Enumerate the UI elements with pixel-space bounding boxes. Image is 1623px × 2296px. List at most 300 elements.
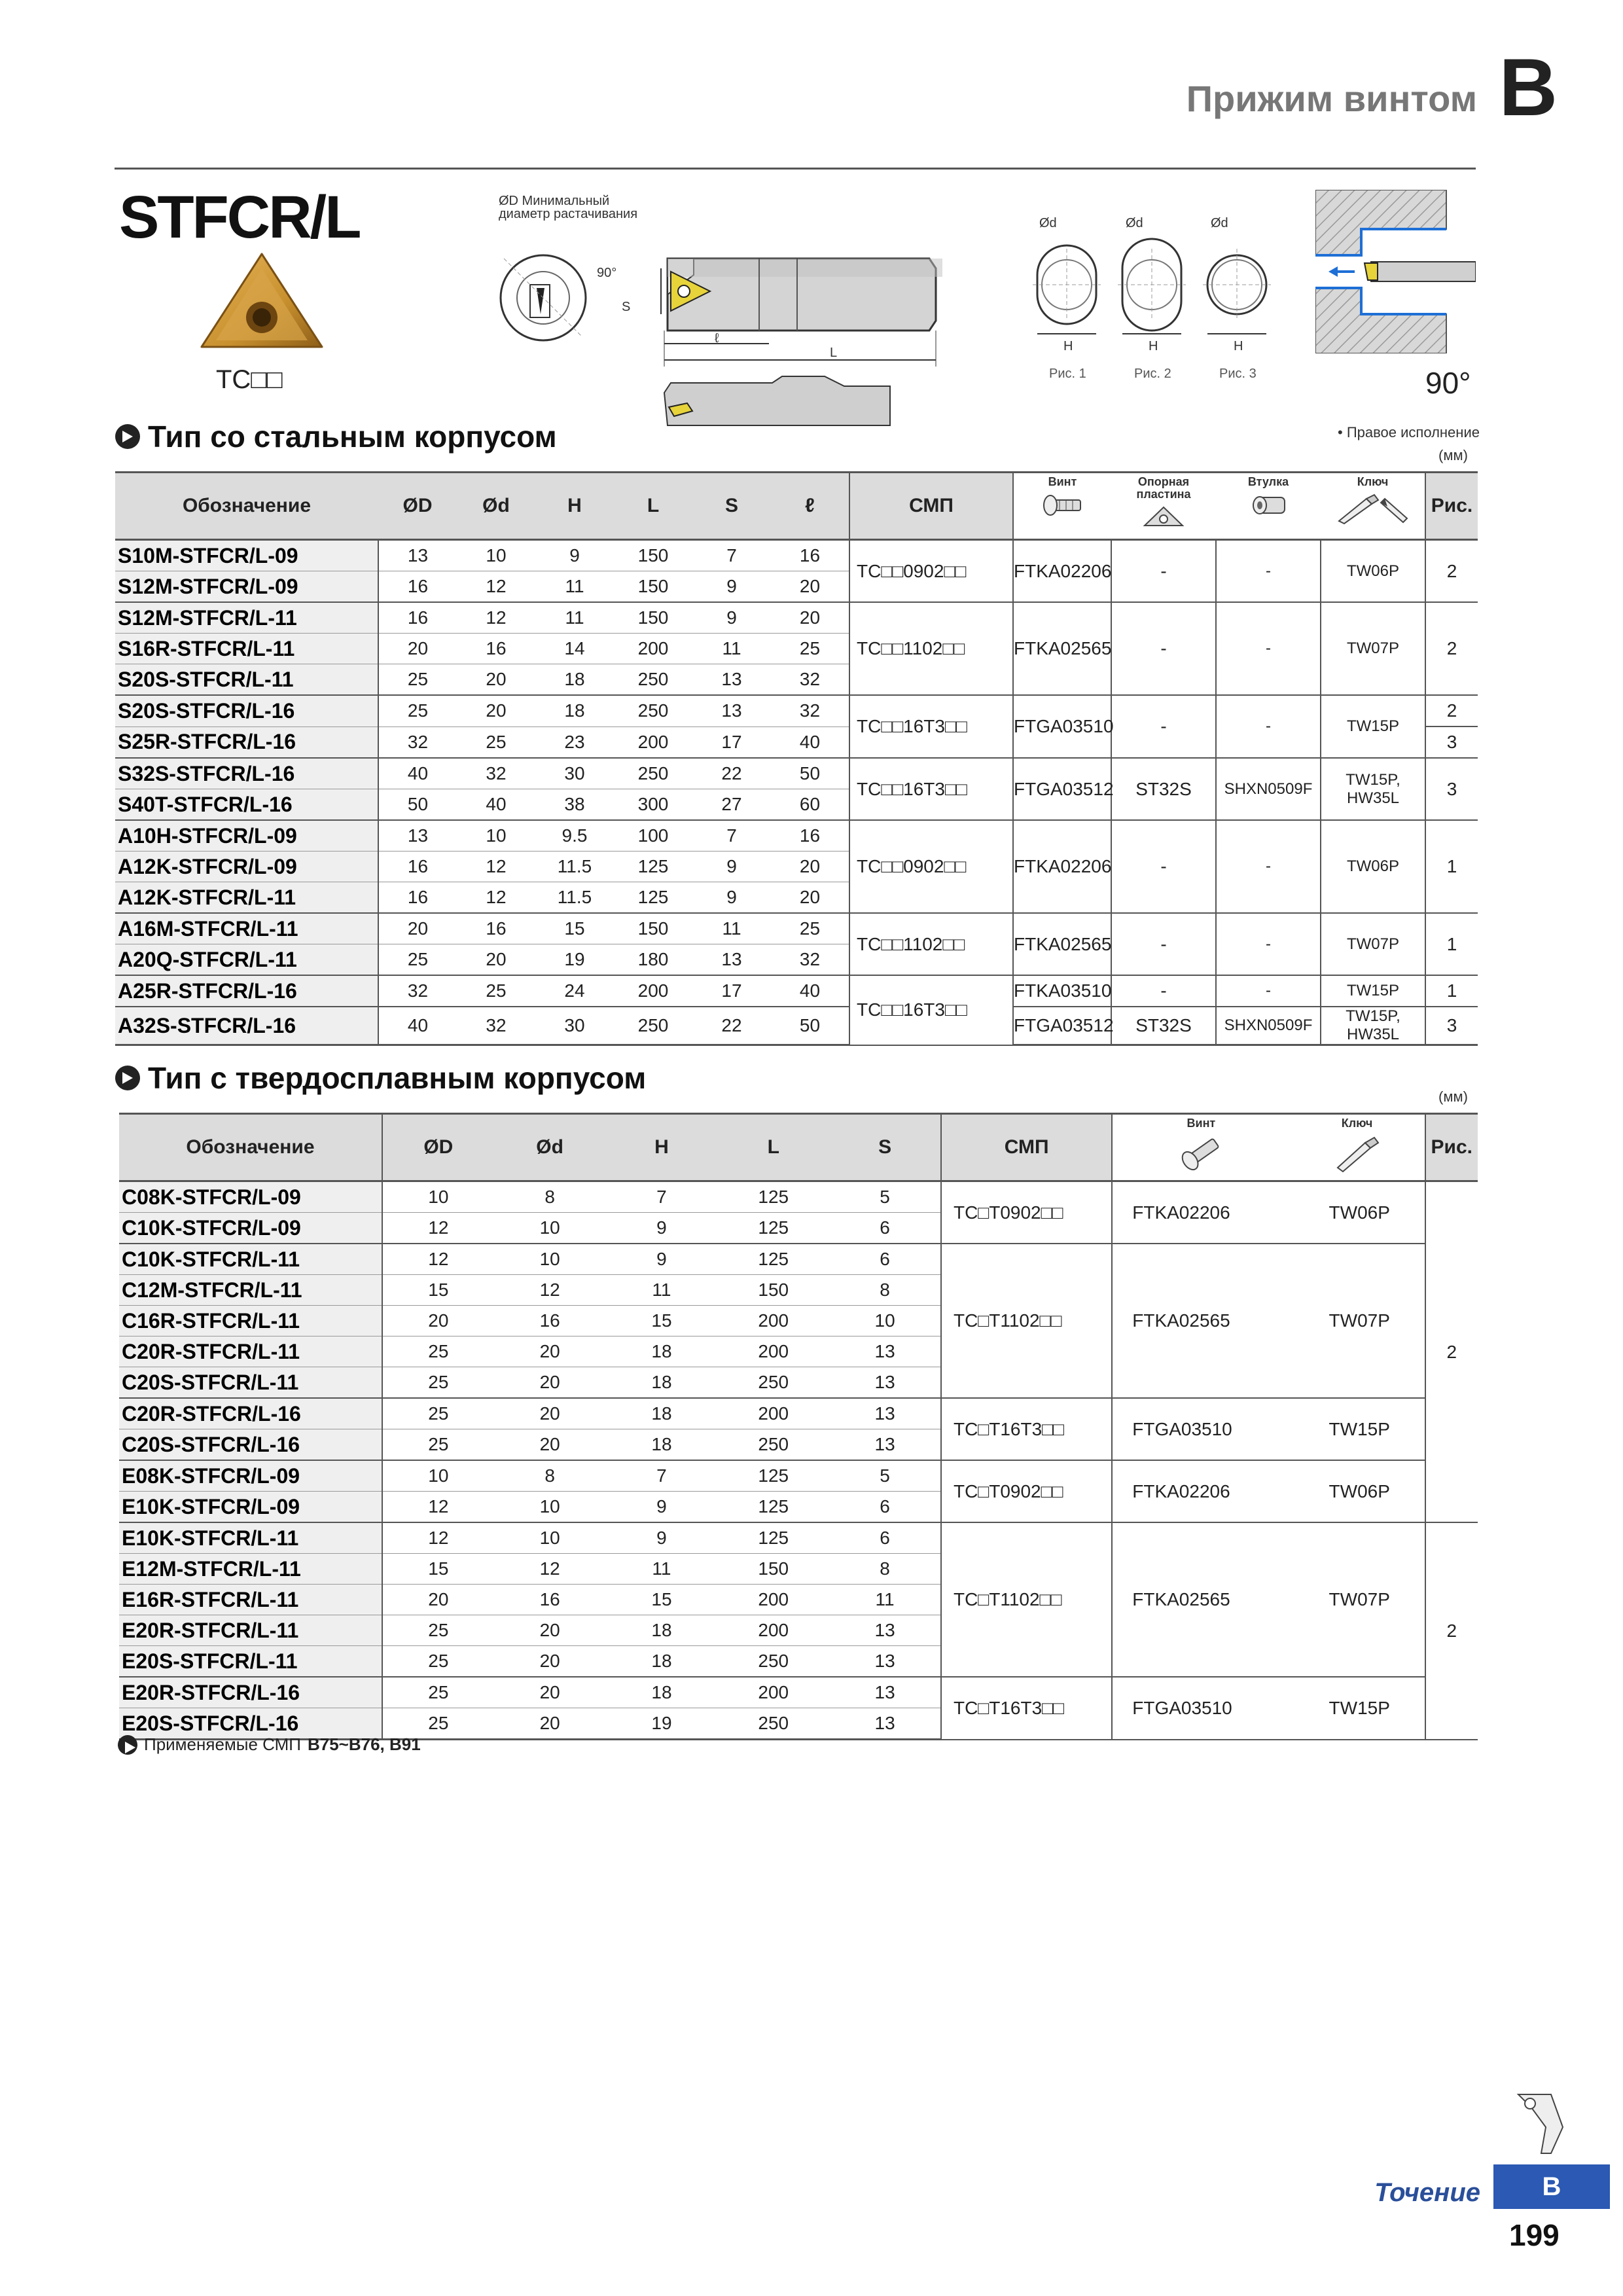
insert-code: TC□□16T3□□ — [849, 975, 1013, 1045]
dim-value: 20 — [494, 1398, 606, 1429]
col-sleeve: Втулка — [1216, 473, 1321, 540]
dim-value: 40 — [771, 726, 849, 758]
dim-value: 150 — [614, 602, 692, 634]
od-label-1: Ød — [1039, 216, 1057, 230]
dim-value: 13 — [829, 1646, 941, 1677]
dim-value: 12 — [457, 852, 535, 882]
cross-section-figures — [1021, 223, 1296, 380]
boring-illustration — [1315, 190, 1476, 353]
min-bore-label-2: диаметр растачивания — [499, 207, 638, 221]
dim-value: 20 — [378, 634, 457, 664]
shim-code: - — [1111, 540, 1216, 603]
arrow-bullet-icon — [115, 1066, 140, 1090]
dim-value: 18 — [606, 1398, 718, 1429]
col-fig: Рис. — [1425, 1114, 1478, 1181]
min-bore-label: ØD Минимальный — [499, 194, 610, 208]
dim-value: 20 — [494, 1708, 606, 1740]
steel-unit: (мм) — [1438, 447, 1468, 463]
part-number: A16M-STFCR/L-11 — [115, 913, 378, 944]
dim-value: 15 — [606, 1306, 718, 1336]
col-shim: Опорная пластина — [1111, 473, 1216, 540]
arrow-bullet-icon — [115, 424, 140, 449]
dim-value: 50 — [771, 1007, 849, 1045]
fig-ref: 2 — [1425, 602, 1478, 695]
dim-value: 10 — [382, 1181, 494, 1213]
l-small-dim-label: ℓ — [715, 331, 719, 346]
dim-value: 5 — [829, 1181, 941, 1213]
key-code: TW06P — [1290, 1181, 1425, 1244]
screw-icon — [1175, 1134, 1227, 1173]
dim-value: 13 — [378, 820, 457, 852]
shim-code: - — [1111, 913, 1216, 975]
dim-value: 13 — [692, 695, 771, 726]
part-number: S32S-STFCR/L-16 — [115, 758, 378, 789]
dim-value: 20 — [494, 1646, 606, 1677]
dim-value: 16 — [771, 540, 849, 571]
dim-value: 150 — [717, 1554, 829, 1585]
dim-value: 30 — [535, 1007, 614, 1045]
fig-1-label: Рис. 1 — [1049, 367, 1086, 381]
part-number: C20S-STFCR/L-16 — [119, 1429, 382, 1461]
part-number: A20Q-STFCR/L-11 — [115, 944, 378, 976]
fig-ref: 3 — [1425, 1007, 1478, 1045]
dim-value: 25 — [382, 1677, 494, 1708]
dim-value: 15 — [606, 1585, 718, 1615]
table-row — [115, 540, 1478, 571]
dim-value: 22 — [692, 1007, 771, 1045]
dim-value: 125 — [717, 1181, 829, 1213]
key-code: TW07P — [1290, 1244, 1425, 1398]
table-row — [115, 758, 1478, 789]
screw-code: FTKA03510 — [1013, 975, 1111, 1007]
dim-value: 15 — [382, 1275, 494, 1306]
angle-90-label: 90° — [597, 266, 617, 280]
dim-value: 125 — [717, 1522, 829, 1554]
dim-value: 11 — [606, 1554, 718, 1585]
dim-value: 13 — [829, 1398, 941, 1429]
dim-value: 16 — [457, 634, 535, 664]
dim-value: 11 — [535, 571, 614, 603]
turning-tool-icon — [1505, 2088, 1577, 2160]
dim-value: 25 — [457, 726, 535, 758]
dim-value: 25 — [378, 695, 457, 726]
part-number: C20S-STFCR/L-11 — [119, 1367, 382, 1399]
dim-value: 20 — [378, 913, 457, 944]
dim-value: 250 — [614, 1007, 692, 1045]
dim-value: 50 — [771, 758, 849, 789]
dim-value: 150 — [614, 571, 692, 603]
dim-value: 23 — [535, 726, 614, 758]
screw-code: FTGA03510 — [1013, 695, 1111, 758]
dim-value: 20 — [494, 1336, 606, 1367]
dim-value: 25 — [457, 975, 535, 1007]
dim-value: 250 — [717, 1429, 829, 1461]
dim-value: 32 — [771, 664, 849, 696]
screw-code: FTKA02565 — [1013, 602, 1111, 695]
dim-value: 10 — [457, 540, 535, 571]
dim-value: 17 — [692, 726, 771, 758]
key-code: TW15P — [1321, 975, 1425, 1007]
col-L: L — [614, 473, 692, 540]
dim-value: 10 — [457, 820, 535, 852]
dim-value: 9 — [692, 882, 771, 914]
dim-value: 25 — [382, 1367, 494, 1399]
col-S: S — [692, 473, 771, 540]
dim-value: 125 — [717, 1244, 829, 1275]
h-label-1: H — [1063, 339, 1073, 353]
dim-value: 18 — [606, 1429, 718, 1461]
table-row — [115, 1007, 1478, 1045]
table-row — [119, 1244, 1478, 1275]
dim-value: 9 — [692, 571, 771, 603]
key-code: TW06P — [1321, 540, 1425, 603]
shim-code: - — [1111, 820, 1216, 913]
screw-icon — [1040, 492, 1086, 518]
dim-value: 27 — [692, 789, 771, 821]
dim-value: 24 — [535, 975, 614, 1007]
dim-value: 25 — [771, 913, 849, 944]
col-d: Ød — [457, 473, 535, 540]
right-hand-note: • Правое исполнение — [1338, 424, 1480, 440]
dim-value: 9 — [692, 602, 771, 634]
dim-value: 12 — [457, 602, 535, 634]
applicable-inserts-pages[interactable]: B75~B76, B91 — [307, 1734, 421, 1754]
insert-code: TC□□0902□□ — [849, 820, 1013, 913]
dim-value: 50 — [378, 789, 457, 821]
dim-value: 13 — [829, 1677, 941, 1708]
dim-value: 16 — [457, 913, 535, 944]
steel-spec-table — [115, 471, 1478, 1046]
part-number: A12K-STFCR/L-11 — [115, 882, 378, 914]
dim-value: 20 — [494, 1367, 606, 1399]
col-d: Ød — [494, 1114, 606, 1181]
dim-value: 12 — [382, 1492, 494, 1523]
dim-value: 12 — [382, 1213, 494, 1244]
dim-value: 25 — [382, 1398, 494, 1429]
shim-code: - — [1111, 695, 1216, 758]
sleeve-code: - — [1216, 695, 1321, 758]
shim-code: - — [1111, 602, 1216, 695]
dim-value: 20 — [494, 1429, 606, 1461]
dim-value: 25 — [382, 1615, 494, 1646]
dim-value: 25 — [382, 1336, 494, 1367]
dim-value: 11 — [606, 1275, 718, 1306]
dim-value: 16 — [771, 820, 849, 852]
fig-ref: 2 — [1425, 695, 1478, 726]
col-H: H — [535, 473, 614, 540]
insert-code: TC□T0902□□ — [941, 1181, 1112, 1244]
dim-value: 11.5 — [535, 852, 614, 882]
dim-value: 8 — [829, 1275, 941, 1306]
dim-value: 10 — [494, 1244, 606, 1275]
dim-value: 11 — [535, 602, 614, 634]
dim-value: 25 — [382, 1708, 494, 1740]
fig-ref: 2 — [1425, 540, 1478, 603]
screw-code: FTKA02206 — [1112, 1460, 1289, 1522]
key-code: TW15P, HW35L — [1321, 758, 1425, 820]
sleeve-code: - — [1216, 975, 1321, 1007]
dim-value: 5 — [829, 1460, 941, 1492]
arrow-bullet-icon — [118, 1735, 137, 1755]
h-label-2: H — [1149, 339, 1158, 353]
dim-value: 11 — [692, 913, 771, 944]
dim-value: 20 — [771, 602, 849, 634]
insert-code: TC□T0902□□ — [941, 1460, 1112, 1522]
od-label-2: Ød — [1126, 216, 1143, 230]
part-number: A32S-STFCR/L-16 — [115, 1007, 378, 1045]
dim-value: 9 — [606, 1244, 718, 1275]
dim-value: 20 — [494, 1677, 606, 1708]
dim-value: 12 — [382, 1244, 494, 1275]
dim-value: 11 — [692, 634, 771, 664]
part-number: C16R-STFCR/L-11 — [119, 1306, 382, 1336]
insert-code: TC□□1102□□ — [849, 913, 1013, 975]
dim-value: 150 — [614, 913, 692, 944]
dim-value: 200 — [614, 726, 692, 758]
dim-value: 32 — [771, 944, 849, 976]
carbide-spec-table — [119, 1113, 1478, 1740]
dim-value: 12 — [494, 1554, 606, 1585]
part-number: E10K-STFCR/L-11 — [119, 1522, 382, 1554]
dim-value: 12 — [382, 1522, 494, 1554]
screw-code: FTKA02206 — [1013, 820, 1111, 913]
part-number: S20S-STFCR/L-16 — [115, 695, 378, 726]
key-code: TW07P — [1290, 1522, 1425, 1677]
part-number: C20R-STFCR/L-16 — [119, 1398, 382, 1429]
part-number: E16R-STFCR/L-11 — [119, 1585, 382, 1615]
sleeve-code: SHXN0509F — [1216, 758, 1321, 820]
shim-code: ST32S — [1111, 1007, 1216, 1045]
dim-value: 250 — [614, 664, 692, 696]
sleeve-code: - — [1216, 913, 1321, 975]
col-L: L — [717, 1114, 829, 1181]
dim-value: 30 — [535, 758, 614, 789]
key-code: TW15P — [1290, 1398, 1425, 1460]
dim-value: 60 — [771, 789, 849, 821]
carbide-unit: (мм) — [1438, 1088, 1468, 1105]
dim-value: 18 — [606, 1677, 718, 1708]
dim-value: 8 — [494, 1181, 606, 1213]
dim-value: 20 — [457, 695, 535, 726]
col-screw: Винт — [1112, 1114, 1289, 1181]
dim-value: 150 — [614, 540, 692, 571]
dim-value: 7 — [606, 1181, 718, 1213]
dim-value: 16 — [494, 1585, 606, 1615]
dim-value: 25 — [378, 664, 457, 696]
screw-code: FTKA02565 — [1013, 913, 1111, 975]
header-rule — [115, 168, 1476, 170]
tool-drawing — [484, 223, 1021, 432]
shim-icon — [1141, 505, 1186, 528]
dim-value: 16 — [378, 882, 457, 914]
dim-value: 32 — [378, 726, 457, 758]
col-insert: СМП — [941, 1114, 1112, 1181]
screw-code: FTGA03512 — [1013, 758, 1111, 820]
dim-value: 16 — [378, 602, 457, 634]
part-number: A12K-STFCR/L-09 — [115, 852, 378, 882]
key-code: TW15P — [1290, 1677, 1425, 1740]
footer-section-tab[interactable]: B — [1493, 2164, 1610, 2209]
sleeve-code: - — [1216, 540, 1321, 603]
dim-value: 7 — [606, 1460, 718, 1492]
applicable-inserts-note: Применяемые СМП B75~B76, B91 — [118, 1734, 421, 1755]
dim-value: 20 — [771, 882, 849, 914]
dim-value: 12 — [494, 1275, 606, 1306]
screw-code: FTKA02206 — [1112, 1181, 1289, 1244]
dim-value: 13 — [829, 1367, 941, 1399]
fig-2-label: Рис. 2 — [1134, 367, 1171, 381]
dim-value: 9 — [606, 1213, 718, 1244]
part-number: S20S-STFCR/L-11 — [115, 664, 378, 696]
dim-value: 250 — [717, 1367, 829, 1399]
dim-value: 9 — [692, 852, 771, 882]
table-row — [115, 820, 1478, 852]
product-code: STFCR/L — [119, 184, 360, 251]
dim-value: 15 — [535, 913, 614, 944]
dim-value: 13 — [692, 664, 771, 696]
insert-code: TC□□0902□□ — [849, 540, 1013, 603]
dim-value: 15 — [382, 1554, 494, 1585]
table-row — [119, 1460, 1478, 1492]
dim-value: 300 — [614, 789, 692, 821]
insert-code: TC□T1102□□ — [941, 1244, 1112, 1398]
part-number: E20R-STFCR/L-16 — [119, 1677, 382, 1708]
dim-value: 40 — [378, 1007, 457, 1045]
table-row — [119, 1677, 1478, 1708]
col-insert: СМП — [849, 473, 1013, 540]
dim-value: 9 — [606, 1492, 718, 1523]
insert-code: TC□T16T3□□ — [941, 1398, 1112, 1460]
shim-code: ST32S — [1111, 758, 1216, 820]
shim-code: - — [1111, 975, 1216, 1007]
col-l: ℓ — [771, 473, 849, 540]
dim-value: 32 — [378, 975, 457, 1007]
table-row — [115, 602, 1478, 634]
table-row — [115, 975, 1478, 1007]
key-icon — [1331, 1134, 1383, 1173]
part-number: C10K-STFCR/L-11 — [119, 1244, 382, 1275]
dim-value: 10 — [382, 1460, 494, 1492]
insert-code: TC□T1102□□ — [941, 1522, 1112, 1677]
dim-value: 22 — [692, 758, 771, 789]
dim-value: 200 — [614, 975, 692, 1007]
dim-value: 11.5 — [535, 882, 614, 914]
dim-value: 150 — [717, 1275, 829, 1306]
part-number: C12M-STFCR/L-11 — [119, 1275, 382, 1306]
part-number: S16R-STFCR/L-11 — [115, 634, 378, 664]
col-key: Ключ — [1290, 1114, 1425, 1181]
dim-value: 38 — [535, 789, 614, 821]
screw-code: FTKA02565 — [1112, 1522, 1289, 1677]
insert-code: TC□□16T3□□ — [849, 695, 1013, 758]
dim-value: 14 — [535, 634, 614, 664]
screw-code: FTGA03510 — [1112, 1677, 1289, 1740]
table-row — [119, 1398, 1478, 1429]
dim-value: 200 — [717, 1306, 829, 1336]
dim-value: 32 — [457, 1007, 535, 1045]
dim-value: 13 — [829, 1429, 941, 1461]
dim-value: 18 — [606, 1367, 718, 1399]
dim-value: 125 — [717, 1492, 829, 1523]
dim-value: 20 — [457, 664, 535, 696]
dim-value: 7 — [692, 820, 771, 852]
part-number: E10K-STFCR/L-09 — [119, 1492, 382, 1523]
dim-value: 11 — [829, 1585, 941, 1615]
dim-value: 200 — [614, 634, 692, 664]
dim-value: 13 — [378, 540, 457, 571]
part-number: E20R-STFCR/L-11 — [119, 1615, 382, 1646]
part-number: S12M-STFCR/L-09 — [115, 571, 378, 603]
fig-ref: 2 — [1425, 1181, 1478, 1523]
dim-value: 19 — [606, 1708, 718, 1740]
col-screw: Винт — [1013, 473, 1111, 540]
screw-code: FTKA02565 — [1112, 1244, 1289, 1398]
dim-value: 18 — [535, 695, 614, 726]
part-number: C10K-STFCR/L-09 — [119, 1213, 382, 1244]
fig-ref: 1 — [1425, 975, 1478, 1007]
fig-3-label: Рис. 3 — [1219, 367, 1257, 381]
dim-value: 9 — [606, 1522, 718, 1554]
key-code: TW07P — [1321, 913, 1425, 975]
dim-value: 200 — [717, 1615, 829, 1646]
page-number: 199 — [1509, 2218, 1560, 2252]
dim-value: 16 — [378, 852, 457, 882]
dim-value: 9.5 — [535, 820, 614, 852]
screw-code: FTGA03512 — [1013, 1007, 1111, 1045]
part-number: S12M-STFCR/L-11 — [115, 602, 378, 634]
dim-value: 20 — [382, 1585, 494, 1615]
dim-value: 13 — [829, 1708, 941, 1740]
col-part: Обозначение — [115, 473, 378, 540]
l-big-dim-label: L — [830, 346, 838, 360]
dim-value: 200 — [717, 1677, 829, 1708]
dim-value: 18 — [606, 1646, 718, 1677]
dim-value: 19 — [535, 944, 614, 976]
sleeve-code: - — [1216, 602, 1321, 695]
key-code: TW15P — [1321, 695, 1425, 758]
dim-value: 250 — [717, 1708, 829, 1740]
dim-value: 13 — [829, 1336, 941, 1367]
dim-value: 13 — [829, 1615, 941, 1646]
dim-value: 40 — [457, 789, 535, 821]
dim-value: 20 — [771, 852, 849, 882]
key-code: TW06P — [1290, 1460, 1425, 1522]
od-label-3: Ød — [1211, 216, 1228, 230]
col-key: Ключ — [1321, 473, 1425, 540]
footer-section-label: Точение — [1374, 2178, 1480, 2207]
dim-value: 18 — [606, 1336, 718, 1367]
dim-value: 10 — [494, 1213, 606, 1244]
dim-value: 180 — [614, 944, 692, 976]
part-number: C08K-STFCR/L-09 — [119, 1181, 382, 1213]
dim-value: 6 — [829, 1492, 941, 1523]
dim-value: 25 — [771, 634, 849, 664]
insert-code: TC□□16T3□□ — [849, 758, 1013, 820]
dim-value: 125 — [717, 1460, 829, 1492]
dim-value: 10 — [494, 1492, 606, 1523]
dim-value: 7 — [692, 540, 771, 571]
dim-value: 20 — [494, 1615, 606, 1646]
dim-value: 6 — [829, 1213, 941, 1244]
dim-value: 20 — [457, 944, 535, 976]
carbide-section-title: Тип с твердосплавным корпусом — [115, 1060, 646, 1096]
dim-value: 32 — [771, 695, 849, 726]
dim-value: 17 — [692, 975, 771, 1007]
fig-ref: 3 — [1425, 758, 1478, 820]
dim-value: 20 — [382, 1306, 494, 1336]
dim-value: 125 — [717, 1213, 829, 1244]
angle-label: 90° — [1425, 366, 1471, 400]
